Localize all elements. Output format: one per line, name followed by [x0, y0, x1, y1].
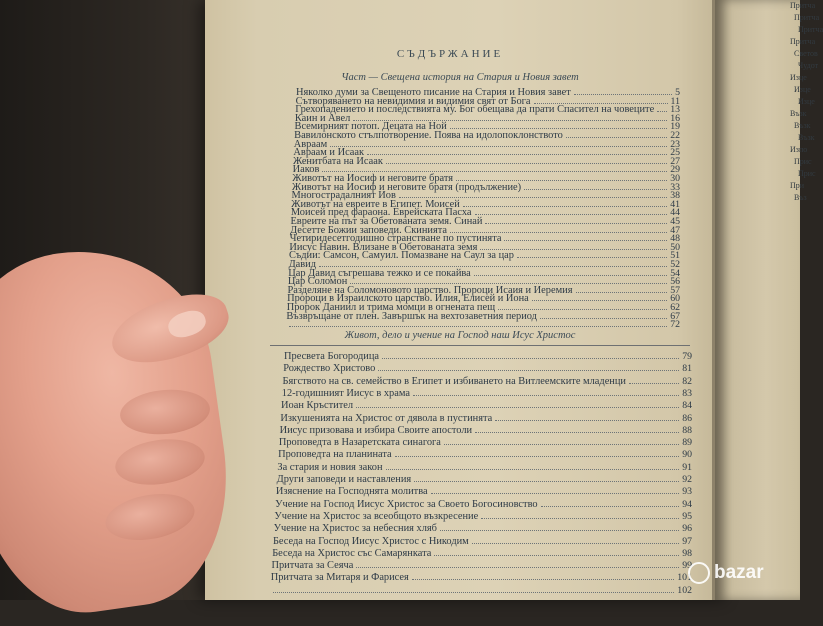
- right-page-fragment: Притча: [794, 13, 820, 22]
- section-heading-old-testament: Част — Свещена история на Стария и Новия завет: [341, 72, 579, 83]
- toc-entry: [280, 412, 692, 424]
- toc-entry-title: Сътворяването на невидимия и видимия свят от Бога: [295, 95, 531, 107]
- toc-entry-title: Пророци в Израилското царство. Илия, Елисей и Иона: [287, 293, 529, 305]
- toc-entry-title: Изяснение на Господнята молитва: [275, 486, 428, 498]
- toc-entry: [283, 362, 692, 374]
- toc-entry-title: Цар Соломон: [287, 276, 348, 288]
- page-title: СЪДЪРЖАНИЕ: [396, 48, 504, 60]
- dot-leader: [440, 522, 679, 531]
- dot-leader: [382, 350, 679, 359]
- section-divider: [270, 345, 690, 346]
- right-page-fragment: Изце: [794, 85, 811, 94]
- toc-entry: [270, 584, 692, 596]
- toc-entry-title: Пресвета Богородица: [284, 351, 379, 362]
- right-page-fragment: Прис: [794, 157, 812, 166]
- right-page-fragment: Изпо: [790, 145, 808, 154]
- toc-entry-page: 51: [670, 250, 680, 262]
- toc-entry-title: Пророк Даниил и трима момци в огнената пещ: [286, 302, 496, 313]
- toc-entry-page: 47: [670, 224, 680, 236]
- toc-entry-page: 99: [682, 560, 692, 572]
- toc-entry-page: 86: [682, 412, 692, 424]
- toc-entry-title: Давид: [288, 259, 317, 270]
- toc-entry-page: 22: [670, 130, 680, 141]
- toc-entry-page: 88: [682, 424, 692, 436]
- toc-entry-title: Възвръщане от плен. Завършък на вехтозаветния период: [286, 310, 537, 322]
- toc-entry-page: 52: [670, 259, 680, 270]
- toc-entry-page: 45: [670, 216, 680, 227]
- toc-entry: [282, 387, 692, 399]
- toc-entry: [284, 350, 692, 362]
- toc-entry-page: 60: [670, 293, 680, 305]
- toc-entry-page: 19: [670, 121, 680, 133]
- right-page-fragment: Възк: [790, 109, 807, 118]
- toc-entry-page: 91: [682, 461, 692, 473]
- toc-entry: [281, 399, 692, 411]
- toc-entry-title: Цар Давид съгрешава тежко и се покайва: [288, 267, 471, 279]
- toc-entry-page: 54: [670, 267, 680, 279]
- toc-entry: [271, 571, 692, 583]
- toc-entry-page: 93: [682, 486, 692, 498]
- toc-entry-page: 83: [682, 387, 692, 399]
- toc-entry-title: Иоан Кръстител: [281, 400, 354, 412]
- dot-leader: [431, 485, 680, 494]
- right-page-fragment: Прис: [798, 169, 816, 178]
- toc-entry-title: Притчата за Митаря и Фарисея: [270, 572, 409, 584]
- right-page-fragment: Изце: [798, 97, 815, 106]
- toc-entry: [276, 485, 692, 497]
- right-page-fragment: Въз: [794, 193, 807, 202]
- toc-entry: [274, 510, 692, 522]
- toc-entry-title: Всемирният потоп. Децата на Ной: [294, 121, 447, 133]
- toc-entry-title: Учение на Христос за всеобщото възкресение: [274, 510, 479, 522]
- toc-entry-page: 38: [670, 190, 680, 202]
- toc-entry: [278, 448, 692, 460]
- dot-leader: [434, 547, 679, 556]
- toc-entry: [274, 522, 692, 534]
- toc-entry-page: 41: [670, 198, 680, 210]
- dot-leader: [481, 510, 679, 519]
- toc-entry: [277, 473, 692, 485]
- dot-leader: [395, 448, 680, 457]
- toc-entry-page: 98: [682, 547, 692, 559]
- dot-leader: [414, 473, 679, 482]
- toc-entry-page: 30: [670, 173, 680, 184]
- toc-entry-title: Съдии: Самсон, Самуил. Помазване на Саул за цар: [288, 250, 514, 262]
- dot-leader: [378, 362, 679, 371]
- toc-entry-title: Няколко думи за Свещеното писание на Стария и Новия завет: [296, 87, 571, 98]
- toc-entry-page: 25: [670, 147, 680, 159]
- right-page-fragment: Чудот: [798, 61, 819, 70]
- watermark-logo: [688, 556, 798, 590]
- toc-entry: [280, 424, 692, 436]
- dot-leader: [356, 559, 679, 568]
- toc-entry-page: 102: [677, 584, 692, 596]
- toc-entry-page: 50: [670, 241, 680, 253]
- toc-entry-title: Животът на Иосиф и неговите братя (продължение): [291, 181, 522, 193]
- toc-entry: [279, 436, 692, 448]
- toc-entry-title: Други заповеди и наставления: [276, 474, 412, 485]
- watermark-icon: [688, 562, 710, 584]
- section-heading-christ: Живот, дело и учение на Господ наш Исус Христос: [344, 330, 576, 341]
- toc-entry-page: 48: [670, 233, 680, 245]
- toc-entry-title: Четиридесетгодишно странстване по пустинята: [289, 233, 502, 245]
- toc-entry-title: Учение на Господ Иисус Христос за Своето Богосиновство: [275, 498, 538, 510]
- toc-entry-page: 79: [682, 351, 692, 362]
- dot-leader: [412, 571, 674, 580]
- right-page-fragment: Притча: [790, 37, 816, 46]
- toc-entry-title: Авраам и Исаак: [293, 147, 365, 159]
- right-page-fragment: При: [790, 181, 805, 190]
- toc-entry-page: 23: [670, 138, 680, 150]
- toc-entry-title: Многострадалният Иов: [291, 190, 396, 202]
- toc-entry-page: 94: [682, 498, 692, 510]
- toc-entry-title: Притчата за Сеяча: [271, 560, 354, 572]
- toc-entry: [273, 535, 692, 547]
- toc-entry-title: Проповедта на планината: [278, 449, 392, 461]
- toc-entry-page: 92: [682, 474, 692, 485]
- toc-entry-page: 57: [670, 284, 680, 296]
- toc-entry-title: Разделяне на Соломоновото царство. Пророци Исаия и Иеремия: [287, 284, 573, 296]
- dot-leader: [541, 498, 680, 507]
- toc-entry-page: 5: [675, 87, 680, 98]
- toc-entry-title: Грехопадението и последствията му. Бог обещава да прати Спасител на човеците: [295, 104, 655, 116]
- toc-entry: [275, 498, 692, 510]
- toc-entry-page: 44: [670, 207, 680, 219]
- toc-entry: [283, 375, 692, 387]
- toc-entry-title: Рождество Христово: [283, 363, 376, 375]
- toc-entry-page: 11: [670, 95, 680, 107]
- right-page-fragment: Възк: [794, 121, 811, 130]
- toc-entry-page: 13: [670, 104, 680, 116]
- toc-entry: [271, 559, 692, 571]
- toc-entry-title: За стария и новия закон: [277, 461, 383, 473]
- toc-entry-page: 16: [670, 112, 680, 124]
- toc-entry-page: 33: [670, 181, 680, 193]
- right-page-fragment: Притча: [798, 25, 823, 34]
- toc-entry-page: 84: [682, 400, 692, 412]
- right-page-fragment: Възк: [798, 133, 815, 142]
- dot-leader: [629, 375, 679, 384]
- toc-entry-title: Евреите на път за Обетованата земя. Синай: [290, 216, 483, 227]
- toc-entry-title: Женитбата на Исаак: [293, 155, 383, 167]
- toc-entry: [277, 461, 692, 473]
- toc-entry-page: 27: [670, 155, 680, 167]
- toc-entry-page: 56: [670, 276, 680, 288]
- toc-entry-page: 89: [682, 437, 692, 449]
- toc-entry-page: 95: [682, 510, 692, 522]
- dot-leader: [273, 584, 674, 593]
- dot-leader: [472, 535, 679, 544]
- toc-entry-title: Иисус Навин. Влизане в Обетованата земя: [289, 241, 478, 253]
- toc-entry-page: 62: [670, 302, 680, 313]
- toc-entry-title: Бягството на св. семейство в Египет и избиването на Витлеемските младенци: [282, 375, 626, 387]
- right-page-fragment: Светов: [794, 49, 818, 58]
- toc-entry-title: Десетте Божии заповеди. Скинията: [290, 224, 448, 236]
- dot-leader: [495, 412, 679, 421]
- toc-entry: [272, 547, 692, 559]
- dot-leader: [356, 399, 679, 408]
- toc-entry: [286, 318, 680, 330]
- toc-entry-page: 67: [670, 310, 680, 322]
- toc-entry-page: 101: [677, 572, 692, 584]
- dot-leader: [386, 461, 680, 470]
- toc-entry-title: Проповедта в Назаретската синагога: [278, 437, 441, 449]
- dot-leader: [444, 436, 679, 445]
- toc-entry-page: 81: [682, 363, 692, 375]
- right-page-fragment: Притча: [790, 1, 816, 10]
- toc-entry-title: Беседа на Христос със Самарянката: [272, 547, 432, 559]
- toc-entry-title: Моисей пред фараона. Еврейската Пасха: [290, 207, 472, 219]
- dot-leader: [475, 424, 679, 433]
- toc-entry-title: Беседа на Господ Иисус Христос с Никодим: [272, 535, 469, 547]
- toc-entry-title: Животът на евреите в Египет. Моисей: [291, 198, 460, 210]
- toc-entry-page: 97: [682, 535, 692, 547]
- toc-entry-title: Иаков: [292, 164, 320, 176]
- toc-entry-title: 12-годишният Иисус в храма: [281, 387, 410, 399]
- dot-leader: [413, 387, 679, 396]
- watermark-text: bazar: [714, 562, 764, 583]
- toc-entry-page: 72: [670, 319, 680, 331]
- toc-entry-page: 90: [682, 449, 692, 461]
- toc-entry-title: Изкушенията на Христос от дявола в пустинята: [280, 412, 493, 424]
- toc-entry-title: Учение на Христос за небесния хляб: [273, 523, 437, 535]
- toc-entry-title: Авраам: [293, 138, 328, 150]
- toc-entry-title: Иисус призовава и избира Своите апостоли: [279, 424, 473, 436]
- toc-entry-page: 29: [670, 164, 680, 176]
- dot-leader: [289, 318, 667, 327]
- toc-entry-title: Каин и Авел: [294, 112, 351, 124]
- right-page-fragment: Изце: [790, 73, 807, 82]
- toc-entry-title: Животът на Иосиф и неговите братя: [292, 173, 454, 184]
- toc-entry-page: 96: [682, 523, 692, 535]
- toc-entry-title: Вавилонското стълпотворение. Поява на идолопоклонството: [294, 130, 563, 141]
- toc-entry-page: 82: [682, 375, 692, 387]
